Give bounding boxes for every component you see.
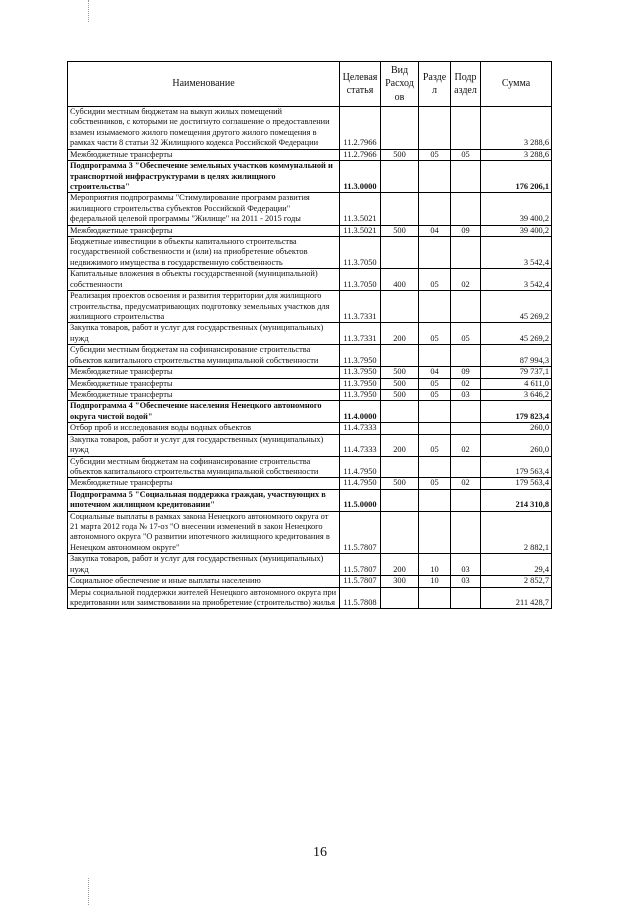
table-row <box>68 225 552 236</box>
cell-type: 200 <box>381 554 419 576</box>
cell-subsection <box>451 587 481 609</box>
cell-amount: 211 428,7 <box>481 587 552 609</box>
cell-subsection: 05 <box>451 323 481 345</box>
table-row <box>68 193 552 225</box>
cell-subsection: 02 <box>451 269 481 291</box>
cell-section <box>419 401 451 423</box>
cell-section: 04 <box>419 225 451 236</box>
cell-section: 05 <box>419 323 451 345</box>
cell-target: 11.4.7950 <box>340 478 381 489</box>
table-row <box>68 554 552 576</box>
cell-name: Межбюджетные трансферты <box>68 389 340 400</box>
cell-name: Подпрограмма 3 "Обеспечение земельных участков коммунальной и транспортной инфраструктурами в целях жилищного строительства" <box>68 161 340 193</box>
cell-type <box>381 587 419 609</box>
table-row <box>68 478 552 489</box>
cell-type <box>381 456 419 478</box>
cell-amount: 179 563,4 <box>481 478 552 489</box>
cell-type: 500 <box>381 389 419 400</box>
cell-subsection <box>451 291 481 323</box>
cell-name: Субсидии местным бюджетам на выкуп жилых помещений собственников, с которыми не достигнуто соглашение о предоставлении взамен изымаемого жилого помещения другого жилого помещения в рамках части 8 статьи 32 Жилищного кодекса Российской Федерации <box>68 107 340 150</box>
cell-subsection <box>451 401 481 423</box>
table-row <box>68 434 552 456</box>
table-row <box>68 291 552 323</box>
table-row <box>68 161 552 193</box>
table-row <box>68 423 552 434</box>
table-row <box>68 389 552 400</box>
budget-table <box>67 61 552 609</box>
cell-subsection: 02 <box>451 378 481 389</box>
cell-type <box>381 193 419 225</box>
table-row <box>68 367 552 378</box>
cell-name: Отбор проб и исследования воды водных объектов <box>68 423 340 434</box>
cell-target: 11.4.7333 <box>340 423 381 434</box>
cell-target: 11.3.5021 <box>340 193 381 225</box>
cell-name: Подпрограмма 4 "Обеспечение населения Ненецкого автономного округа чистой водой" <box>68 401 340 423</box>
cell-target: 11.3.7950 <box>340 367 381 378</box>
table-row <box>68 378 552 389</box>
cell-name: Социальные выплаты в рамках закона Ненецкого автономного округа от 21 марта 2012 года № 17-оз "О внесении изменений в закон Ненецкого автономного округа "О развитии ипотечного жилищного кредитования в Ненецком автономном округе" <box>68 511 340 554</box>
cell-amount: 3 288,6 <box>481 107 552 150</box>
cell-type: 200 <box>381 323 419 345</box>
scan-mark-top <box>88 0 90 22</box>
cell-target: 11.3.7050 <box>340 237 381 269</box>
cell-section <box>419 107 451 150</box>
cell-amount: 260,0 <box>481 423 552 434</box>
cell-name: Закупка товаров, работ и услуг для государственных (муниципальных) нужд <box>68 554 340 576</box>
table-row <box>68 237 552 269</box>
cell-name: Реализация проектов освоения и развития территории для жилищного строительства, предусматривающих подготовку земельных участков для жилищного строительства <box>68 291 340 323</box>
header-amount: Сумма <box>481 62 552 107</box>
cell-type <box>381 489 419 511</box>
table-row <box>68 576 552 587</box>
cell-target: 11.5.0000 <box>340 489 381 511</box>
table-row <box>68 107 552 150</box>
cell-section <box>419 489 451 511</box>
cell-type: 500 <box>381 225 419 236</box>
cell-type <box>381 161 419 193</box>
table-row <box>68 511 552 554</box>
cell-section <box>419 456 451 478</box>
cell-section <box>419 511 451 554</box>
cell-amount: 176 206,1 <box>481 161 552 193</box>
table-row <box>68 456 552 478</box>
cell-name: Социальное обеспечение и иные выплаты населению <box>68 576 340 587</box>
cell-name: Бюджетные инвестиции в объекты капитального строительства государственной собственности и (или) на приобретение объектов недвижимого имущества в государственную собственность <box>68 237 340 269</box>
table-row <box>68 345 552 367</box>
cell-amount: 39 400,2 <box>481 193 552 225</box>
header-type: Вид Расход ов <box>381 62 419 107</box>
cell-section <box>419 237 451 269</box>
cell-target: 11.4.7950 <box>340 456 381 478</box>
cell-amount: 2 852,7 <box>481 576 552 587</box>
cell-amount: 45 269,2 <box>481 323 552 345</box>
cell-amount: 179 823,4 <box>481 401 552 423</box>
table-row <box>68 587 552 609</box>
table-row <box>68 323 552 345</box>
cell-section: 05 <box>419 269 451 291</box>
cell-type <box>381 345 419 367</box>
cell-subsection: 02 <box>451 434 481 456</box>
cell-section: 04 <box>419 367 451 378</box>
cell-name: Закупка товаров, работ и услуг для государственных (муниципальных) нужд <box>68 434 340 456</box>
cell-type: 300 <box>381 576 419 587</box>
cell-target: 11.2.7966 <box>340 107 381 150</box>
cell-type <box>381 423 419 434</box>
cell-type <box>381 511 419 554</box>
cell-amount: 45 269,2 <box>481 291 552 323</box>
cell-name: Мероприятия подпрограммы "Стимулирование программ развития жилищного строительства субъектов Российской Федерации" федеральной целевой программы "Жилище" на 2011 - 2015 годы <box>68 193 340 225</box>
cell-amount: 29,4 <box>481 554 552 576</box>
cell-target: 11.3.7950 <box>340 389 381 400</box>
cell-name: Субсидии местным бюджетам на софинансирование строительства объектов капитального строительства муниципальной собственности <box>68 456 340 478</box>
cell-section <box>419 345 451 367</box>
cell-subsection <box>451 161 481 193</box>
header-name: Наименование <box>68 62 340 107</box>
cell-target: 11.2.7966 <box>340 149 381 160</box>
cell-amount: 4 611,0 <box>481 378 552 389</box>
cell-section <box>419 587 451 609</box>
cell-name: Межбюджетные трансферты <box>68 478 340 489</box>
table-row <box>68 401 552 423</box>
cell-target: 11.3.7950 <box>340 378 381 389</box>
cell-section <box>419 423 451 434</box>
cell-subsection: 03 <box>451 389 481 400</box>
cell-amount: 79 737,1 <box>481 367 552 378</box>
cell-type: 500 <box>381 367 419 378</box>
cell-name: Закупка товаров, работ и услуг для государственных (муниципальных) нужд <box>68 323 340 345</box>
cell-target: 11.3.5021 <box>340 225 381 236</box>
cell-section <box>419 161 451 193</box>
cell-amount: 3 646,2 <box>481 389 552 400</box>
table-row <box>68 149 552 160</box>
cell-subsection: 09 <box>451 367 481 378</box>
table-header-row <box>68 62 552 107</box>
cell-type: 400 <box>381 269 419 291</box>
cell-type <box>381 401 419 423</box>
cell-target: 11.3.7331 <box>340 291 381 323</box>
cell-name: Капитальные вложения в объекты государственной (муниципальной) собственности <box>68 269 340 291</box>
cell-amount: 87 994,3 <box>481 345 552 367</box>
cell-target: 11.4.0000 <box>340 401 381 423</box>
cell-subsection: 09 <box>451 225 481 236</box>
cell-name: Межбюджетные трансферты <box>68 378 340 389</box>
cell-amount: 260,0 <box>481 434 552 456</box>
cell-name: Подпрограмма 5 "Социальная поддержка граждан, участвующих в ипотечном жилищном кредитовании" <box>68 489 340 511</box>
cell-target: 11.3.7950 <box>340 345 381 367</box>
cell-subsection: 03 <box>451 576 481 587</box>
cell-section: 10 <box>419 554 451 576</box>
table-row <box>68 269 552 291</box>
cell-type: 200 <box>381 434 419 456</box>
cell-type <box>381 237 419 269</box>
cell-section: 10 <box>419 576 451 587</box>
cell-subsection <box>451 345 481 367</box>
cell-amount: 39 400,2 <box>481 225 552 236</box>
cell-section: 05 <box>419 378 451 389</box>
cell-name: Межбюджетные трансферты <box>68 149 340 160</box>
cell-amount: 3 288,6 <box>481 149 552 160</box>
cell-name: Меры социальной поддержки жителей Ненецкого автономного округа при кредитовании или заимствовании на приобретение (строительство) жилья <box>68 587 340 609</box>
cell-subsection <box>451 456 481 478</box>
cell-type <box>381 291 419 323</box>
cell-target: 11.4.7333 <box>340 434 381 456</box>
cell-target: 11.3.7050 <box>340 269 381 291</box>
cell-name: Межбюджетные трансферты <box>68 367 340 378</box>
cell-type <box>381 107 419 150</box>
header-target: Целевая статья <box>340 62 381 107</box>
scan-mark-bottom <box>88 878 90 905</box>
cell-subsection <box>451 237 481 269</box>
cell-target: 11.5.7807 <box>340 511 381 554</box>
cell-amount: 3 542,4 <box>481 269 552 291</box>
header-subsection: Подр аздел <box>451 62 481 107</box>
cell-name: Межбюджетные трансферты <box>68 225 340 236</box>
cell-subsection <box>451 193 481 225</box>
cell-name: Субсидии местным бюджетам на софинансирование строительства объектов капитального строительства муниципальной собственности <box>68 345 340 367</box>
cell-target: 11.5.7807 <box>340 554 381 576</box>
cell-section: 05 <box>419 434 451 456</box>
table-row <box>68 489 552 511</box>
cell-section <box>419 193 451 225</box>
cell-amount: 3 542,4 <box>481 237 552 269</box>
cell-target: 11.5.7808 <box>340 587 381 609</box>
cell-subsection <box>451 489 481 511</box>
cell-target: 11.3.7331 <box>340 323 381 345</box>
cell-amount: 214 310,8 <box>481 489 552 511</box>
cell-subsection: 05 <box>451 149 481 160</box>
cell-subsection <box>451 423 481 434</box>
cell-subsection: 02 <box>451 478 481 489</box>
cell-subsection <box>451 511 481 554</box>
cell-type: 500 <box>381 149 419 160</box>
page-number: 16 <box>313 845 327 860</box>
cell-section: 05 <box>419 149 451 160</box>
cell-amount: 2 882,1 <box>481 511 552 554</box>
cell-target: 11.3.0000 <box>340 161 381 193</box>
cell-section: 05 <box>419 389 451 400</box>
cell-type: 500 <box>381 378 419 389</box>
cell-target: 11.5.7807 <box>340 576 381 587</box>
cell-section: 05 <box>419 478 451 489</box>
header-section: Разде л <box>419 62 451 107</box>
cell-subsection <box>451 107 481 150</box>
cell-subsection: 03 <box>451 554 481 576</box>
cell-amount: 179 563,4 <box>481 456 552 478</box>
cell-type: 500 <box>381 478 419 489</box>
cell-section <box>419 291 451 323</box>
